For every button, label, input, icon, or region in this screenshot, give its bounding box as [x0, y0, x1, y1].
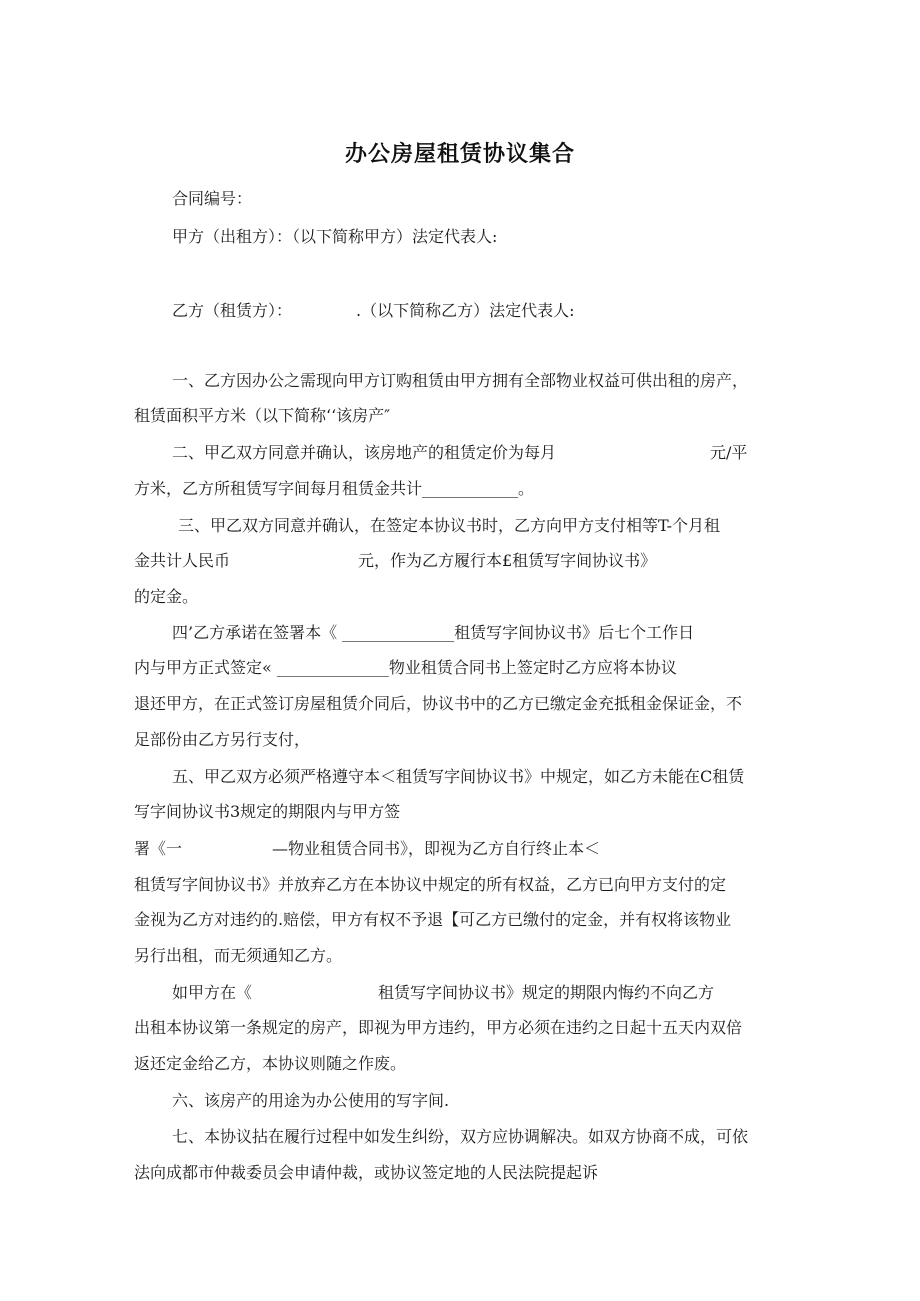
clause-1-line-1: 一、乙方因办公之需现向甲方订购租赁由甲方拥有全部物业权益可供出租的房产，: [172, 371, 749, 390]
clause-5-line-3b: —物业租赁合同书》，即视为乙方自行终止本＜: [272, 839, 601, 858]
clause-3-line-3: 的定金。: [134, 587, 199, 606]
clause-2-line-2: 方米，乙方所租赁写字间每月租赁金共计____________。: [134, 479, 535, 498]
clause-6: 六、该房产的用途为办公使用的写字间.: [172, 1091, 450, 1110]
party-b-line: .（以下简称乙方）法定代表人:: [356, 301, 575, 320]
party-b-label: 乙方（租赁方）：: [172, 301, 293, 320]
clause-2-line-1a: 二、甲乙双方同意并确认，该房地产的租赁定价为每月: [172, 443, 557, 462]
clause-5b-line-1a: 如甲方在《: [172, 983, 253, 1002]
clause-5-line-5: 金视为乙方对违约的.赔偿，甲方有权不予退【可乙方已缴付的定金，并有权将该物业: [134, 910, 732, 929]
clause-4-line-3: 退还甲方，在正式签订房屋租赁介同后，协议书中的乙方已缴定金充抵租金保证金，不: [134, 694, 743, 713]
page-title: 办公房屋租赁协议集合: [344, 142, 575, 167]
clause-7-line-2: 法向成都市仲裁委员会申请仲裁，或协议签定地的人民法院提起诉: [134, 1163, 599, 1182]
clause-1-line-2: 租赁面积平方米（以下简称‘‘该房产″: [134, 406, 391, 425]
clause-5b-line-1b: 租赁写字间协议书》规定的期限内悔约不向乙方: [378, 983, 715, 1002]
clause-3-line-2b: 元，作为乙方履行本£租赁写字间协议书》: [358, 551, 657, 570]
clause-7-line-1: 七、本协议拈在履行过程中如发生纠纷，双方应协调解决。如双方协商不成，可依: [172, 1127, 749, 1146]
clause-5-line-1: 五、甲乙双方必须严格遵守本＜租赁写字间协议书》中规定，如乙方未能在C租赁: [172, 767, 745, 786]
clause-5-line-4: 租赁写字间协议书》并放弃乙方在本协议中规定的所有权益，乙方已向甲方支付的定: [134, 875, 727, 894]
contract-number-label: 合同编号：: [172, 189, 253, 208]
clause-3-line-1: 三、甲乙双方同意并确认，在签定本协议书时，乙方向甲方支付相等T-个月租: [178, 516, 721, 535]
clause-5-line-3a: 署《一: [134, 839, 183, 858]
clause-2-line-1b: 元/平: [710, 443, 748, 462]
clause-4-line-4: 足部份由乙方另行支付，: [134, 730, 311, 749]
clause-4-line-1: 四’乙方承诺在签署本《 ______________租赁写字间协议书》后七个工作日: [172, 623, 695, 642]
clause-5b-line-2: 出租本协议第一条规定的房产，即视为甲方违约，甲方必须在违约之日起十五天内双倍: [134, 1018, 743, 1037]
clause-5-line-2: 写字间协议书3规定的期限内与甲方签: [134, 802, 401, 821]
clause-5b-line-3: 返还定金给乙方，本协议则随之作废。: [134, 1054, 407, 1073]
party-a-line: 甲方（出租方）：（以下简称甲方）法定代表人:: [172, 227, 498, 246]
clause-4-line-2: 内与甲方正式签定« ______________物业租赁合同书上签定时乙方应将本协议: [134, 658, 677, 677]
clause-5-line-6: 另行出租，而无须通知乙方。: [134, 946, 343, 965]
clause-3-line-2a: 金共计人民币: [134, 551, 231, 570]
